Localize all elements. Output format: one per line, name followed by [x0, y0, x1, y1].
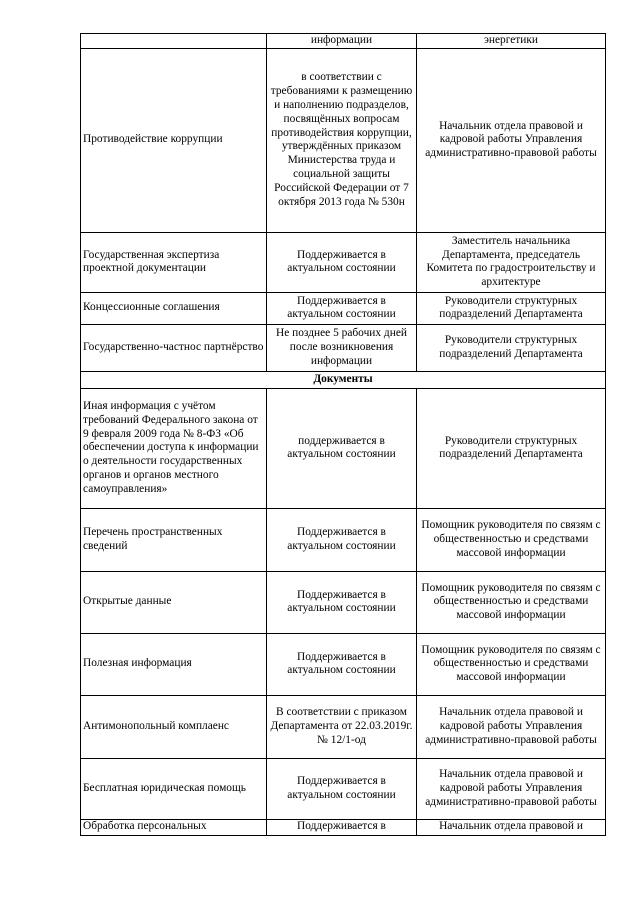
table-cell-responsible: Помощник руководителя по связям с общественностью и средствами массовой информации [417, 508, 606, 571]
table-cell-section: Обработка персональных [81, 819, 267, 835]
table-row [81, 48, 606, 232]
table-row [81, 324, 606, 371]
table-cell-section: Государственно-частнос партнёрство [81, 324, 267, 371]
table-cell-section: Иная информация с учётом требований Федерального закона от 9 февраля 2009 года № 8-ФЗ «Об обеспечении доступа к информации о деятельности государственных органов и органов местного самоуправления» [81, 388, 267, 508]
table-cell-responsible: Начальник отдела правовой и кадровой работы Управления административно-правовой работы [417, 48, 606, 232]
table-cell-responsible: энергетики [417, 34, 606, 49]
table-cell-requirement: поддерживается в актуальном состоянии [267, 388, 417, 508]
table-cell-section: Концессионные соглашения [81, 292, 267, 324]
table-cell-responsible: Помощник руководителя по связям с общественностью и средствами массовой информации [417, 633, 606, 695]
table-cell-requirement: Поддерживается в актуальном состоянии [267, 571, 417, 633]
table-cell-requirement: Поддерживается в актуальном состоянии [267, 633, 417, 695]
table-cell-responsible: Начальник отдела правовой и кадровой работы Управления административно-правовой работы [417, 695, 606, 758]
table-cell-responsible: Помощник руководителя по связям с общественностью и средствами массовой информации [417, 571, 606, 633]
table-cell-section: Бесплатная юридическая помощь [81, 758, 267, 819]
table-cell-responsible: Начальник отдела правовой и кадровой работы Управления административно-правовой работы [417, 758, 606, 819]
responsibility-table [80, 33, 606, 836]
table-cell-requirement: Поддерживается в [267, 819, 417, 835]
table-cell-requirement: Поддерживается в актуальном состоянии [267, 758, 417, 819]
table-row [81, 571, 606, 633]
table-row [81, 633, 606, 695]
table-cell-requirement: Поддерживается в актуальном состоянии [267, 292, 417, 324]
table-cell-section: Открытые данные [81, 571, 267, 633]
table-cell-requirement: В соответствии с приказом Департамента от 22.03.2019г. № 12/1-од [267, 695, 417, 758]
table-row [81, 34, 606, 49]
table-cell-section: Антимонопольный комплаенс [81, 695, 267, 758]
table-cell-responsible: Руководители структурных подразделений Департамента [417, 324, 606, 371]
table-row [81, 292, 606, 324]
table-cell-responsible: Начальник отдела правовой и [417, 819, 606, 835]
table-row [81, 508, 606, 571]
table-cell-requirement: Поддерживается в актуальном состоянии [267, 232, 417, 292]
table-cell-section: Полезная информация [81, 633, 267, 695]
table-cell-responsible: Заместитель начальника Департамента, председатель Комитета по градостроительству и архитектуре [417, 232, 606, 292]
table-cell-section: Перечень пространственных сведений [81, 508, 267, 571]
table-cell-requirement: в соответствии с требованиями к размещению и наполнению подразделов, посвящённых вопросам противодействия коррупции, утверждённых приказом Министерства труда и социальной защиты Российской Федерации от 7 октября 2013 года № 530н [267, 48, 417, 232]
table-cell-requirement: Поддерживается в актуальном состоянии [267, 508, 417, 571]
table-cell-responsible: Руководители структурных подразделений Департамента [417, 292, 606, 324]
section-header-row [81, 371, 606, 388]
table-row [81, 819, 606, 835]
table-cell-section: Противодействие коррупции [81, 48, 267, 232]
table-row [81, 758, 606, 819]
table-row [81, 388, 606, 508]
table-cell-requirement: Не позднее 5 рабочих дней после возникновения информации [267, 324, 417, 371]
table-cell-requirement: информации [267, 34, 417, 49]
table-row [81, 695, 606, 758]
table-row [81, 232, 606, 292]
table-cell-section [81, 34, 267, 49]
table-cell-responsible: Руководители структурных подразделений Департамента [417, 388, 606, 508]
section-heading-documents: Документы [81, 371, 606, 388]
table-cell-section: Государственная экспертиза проектной документации [81, 232, 267, 292]
